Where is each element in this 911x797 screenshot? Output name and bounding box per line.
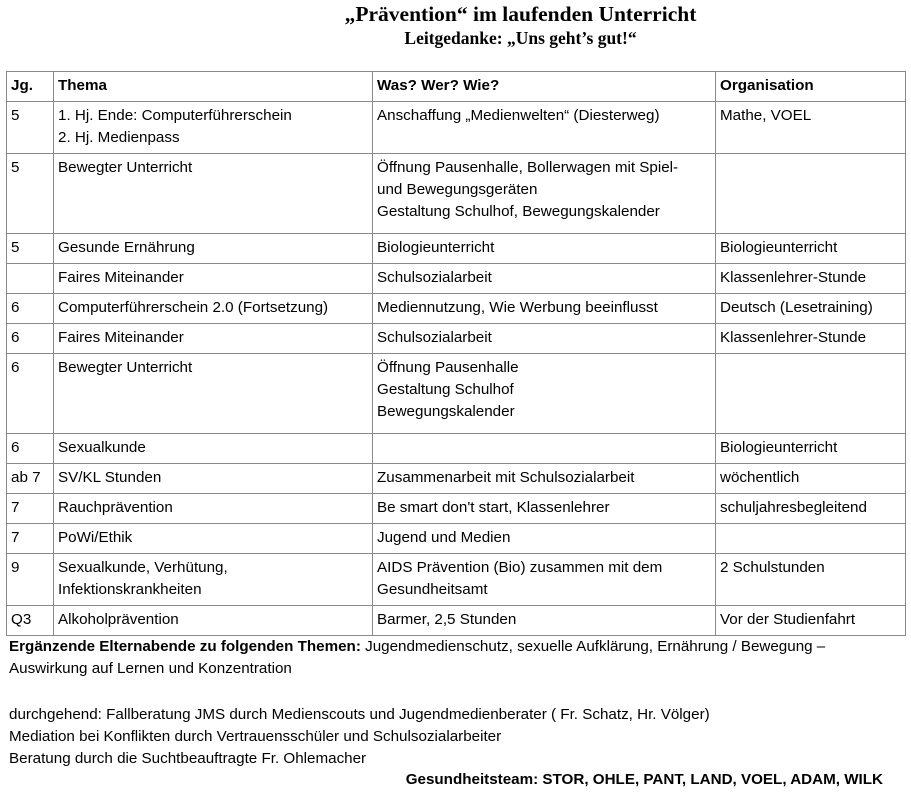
- cell-jg: 6: [7, 324, 54, 354]
- cell-thema-line: 1. Hj. Ende: Computerführerschein: [58, 107, 292, 124]
- cell-organisation-line: Biologieunterricht: [720, 439, 838, 456]
- elternabende-text: Jugendmedienschutz, sexuelle Aufklärung, Ernährung / Bewegung – Auswirkung auf Lernen und Konzentration: [9, 638, 826, 677]
- cell-organisation-line: Biologieunterricht: [720, 239, 838, 256]
- table-row: [7, 234, 906, 264]
- cell-was-wer-wie-line: Öffnung Pausenhalle, Bollerwagen mit Spiel-: [377, 159, 679, 176]
- cell-jg: 5: [7, 102, 54, 154]
- cell-was-wer-wie-line: Gesundheitsamt: [377, 581, 488, 598]
- cell-jg: 9: [7, 554, 54, 606]
- cell-was-wer-wie: [373, 464, 716, 494]
- cell-jg: 6: [7, 294, 54, 324]
- prevention-table: [6, 71, 906, 636]
- cell-organisation: [716, 102, 906, 154]
- cell-was-wer-wie-line: Barmer, 2,5 Stunden: [377, 611, 517, 628]
- cell-thema: [54, 606, 373, 636]
- cell-thema-line: Bewegter Unterricht: [58, 159, 193, 176]
- cell-thema: [54, 102, 373, 154]
- elternabende-paragraph: [9, 636, 899, 680]
- cell-thema-line: Computerführerschein 2.0 (Fortsetzung): [58, 299, 329, 316]
- page-title: „Prävention“ im laufenden Unterricht: [344, 2, 697, 26]
- cell-was-wer-wie-line: Schulsozialarbeit: [377, 329, 492, 346]
- cell-thema-line: SV/KL Stunden: [58, 469, 162, 486]
- cell-thema: [54, 524, 373, 554]
- cell-was-wer-wie-line: Bewegungskalender: [377, 403, 515, 420]
- cell-thema: [54, 154, 373, 234]
- additional-offers: [9, 704, 899, 770]
- table-row: [7, 324, 906, 354]
- table-row: [7, 554, 906, 606]
- cell-was-wer-wie: [373, 434, 716, 464]
- cell-was-wer-wie-line: AIDS Prävention (Bio) zusammen mit dem: [377, 559, 663, 576]
- suchtberatung-line: Beratung durch die Suchtbeauftragte Fr. Ohlemacher: [9, 750, 367, 767]
- cell-organisation-line: Vor der Studienfahrt: [720, 611, 856, 628]
- table-row: [7, 354, 906, 434]
- cell-was-wer-wie-line: Öffnung Pausenhalle: [377, 359, 519, 376]
- cell-organisation: [716, 524, 906, 554]
- cell-jg: Q3: [7, 606, 54, 636]
- cell-organisation-line: Klassenlehrer-Stunde: [720, 269, 867, 286]
- cell-was-wer-wie: [373, 324, 716, 354]
- cell-thema-line: Sexualkunde: [58, 439, 146, 456]
- cell-organisation-line: wöchentlich: [720, 469, 800, 486]
- cell-thema-line: 2. Hj. Medienpass: [58, 129, 180, 146]
- cell-was-wer-wie: [373, 524, 716, 554]
- table-row: [7, 294, 906, 324]
- elternabende-label: Ergänzende Elternabende zu folgenden Themen:: [9, 638, 361, 655]
- cell-jg: 7: [7, 494, 54, 524]
- cell-organisation: [716, 464, 906, 494]
- table-row: [7, 494, 906, 524]
- cell-was-wer-wie-line: Anschaffung „Medienwelten“ (Diesterweg): [377, 107, 660, 124]
- cell-jg: 6: [7, 354, 54, 434]
- cell-thema-line: Alkoholprävention: [58, 611, 179, 628]
- cell-thema: [54, 294, 373, 324]
- header-jg: Jg.: [7, 72, 54, 102]
- header-was-wer-wie: Was? Wer? Wie?: [373, 72, 716, 102]
- table-row: [7, 102, 906, 154]
- cell-organisation-line: Deutsch (Lesetraining): [720, 299, 873, 316]
- header-organisation: Organisation: [716, 72, 906, 102]
- cell-thema: [54, 264, 373, 294]
- cell-thema-line: Gesunde Ernährung: [58, 239, 195, 256]
- cell-organisation-line: Mathe, VOEL: [720, 107, 812, 124]
- cell-organisation: [716, 154, 906, 234]
- cell-was-wer-wie: [373, 264, 716, 294]
- cell-was-wer-wie-line: Gestaltung Schulhof, Bewegungskalender: [377, 203, 660, 220]
- table-row: [7, 264, 906, 294]
- cell-organisation: [716, 294, 906, 324]
- cell-thema: [54, 434, 373, 464]
- cell-thema-line: PoWi/Ethik: [58, 529, 133, 546]
- cell-thema-line: Faires Miteinander: [58, 269, 184, 286]
- cell-was-wer-wie: [373, 554, 716, 606]
- cell-was-wer-wie: [373, 494, 716, 524]
- cell-was-wer-wie-line: Zusammenarbeit mit Schulsozialarbeit: [377, 469, 635, 486]
- cell-organisation-line: 2 Schulstunden: [720, 559, 825, 576]
- mediation-line: Mediation bei Konflikten durch Vertrauensschüler und Schulsozialarbeiter: [9, 728, 502, 745]
- cell-jg: 7: [7, 524, 54, 554]
- cell-thema-line: Infektionskrankheiten: [58, 581, 202, 598]
- cell-was-wer-wie: [373, 234, 716, 264]
- cell-thema: [54, 554, 373, 606]
- cell-thema: [54, 494, 373, 524]
- cell-was-wer-wie-line: Mediennutzung, Wie Werbung beeinflusst: [377, 299, 658, 316]
- cell-was-wer-wie-line: Be smart don't start, Klassenlehrer: [377, 499, 610, 516]
- cell-thema-line: Faires Miteinander: [58, 329, 184, 346]
- cell-was-wer-wie: [373, 294, 716, 324]
- cell-organisation: [716, 554, 906, 606]
- cell-organisation: [716, 494, 906, 524]
- table-body: [7, 102, 906, 636]
- cell-jg: ab 7: [7, 464, 54, 494]
- cell-was-wer-wie: [373, 102, 716, 154]
- cell-organisation-line: Klassenlehrer-Stunde: [720, 329, 867, 346]
- table-row: [7, 434, 906, 464]
- cell-organisation: [716, 264, 906, 294]
- cell-was-wer-wie: [373, 606, 716, 636]
- cell-jg: 6: [7, 434, 54, 464]
- cell-thema: [54, 324, 373, 354]
- cell-thema: [54, 234, 373, 264]
- cell-was-wer-wie-line: Schulsozialarbeit: [377, 269, 492, 286]
- table-row: [7, 606, 906, 636]
- header-thema: Thema: [54, 72, 373, 102]
- cell-was-wer-wie: [373, 354, 716, 434]
- cell-thema-line: Bewegter Unterricht: [58, 359, 193, 376]
- cell-organisation: [716, 324, 906, 354]
- cell-was-wer-wie-line: Gestaltung Schulhof: [377, 381, 514, 398]
- cell-jg: [7, 264, 54, 294]
- cell-organisation: [716, 234, 906, 264]
- table-header-row: [7, 72, 906, 102]
- cell-was-wer-wie-line: und Bewegungsgeräten: [377, 181, 538, 198]
- cell-jg: 5: [7, 234, 54, 264]
- table-row: [7, 464, 906, 494]
- table-row: [7, 154, 906, 234]
- cell-thema-line: Rauchprävention: [58, 499, 173, 516]
- fallberatung-line: durchgehend: Fallberatung JMS durch Medienscouts und Jugendmedienberater ( Fr. Schatz, Hr. Völger): [9, 706, 710, 723]
- cell-was-wer-wie-line: Biologieunterricht: [377, 239, 495, 256]
- table-row: [7, 524, 906, 554]
- cell-organisation: [716, 606, 906, 636]
- page-subtitle: Leitgedanke: „Uns geht’s gut!“: [404, 28, 637, 48]
- gesundheitsteam-line: Gesundheitsteam: STOR, OHLE, PANT, LAND, VOEL, ADAM, WILK: [405, 771, 883, 788]
- cell-thema: [54, 464, 373, 494]
- cell-thema: [54, 354, 373, 434]
- cell-organisation: [716, 434, 906, 464]
- cell-was-wer-wie: [373, 154, 716, 234]
- cell-was-wer-wie-line: Jugend und Medien: [377, 529, 511, 546]
- cell-organisation-line: schuljahresbegleitend: [720, 499, 867, 516]
- cell-jg: 5: [7, 154, 54, 234]
- cell-organisation: [716, 354, 906, 434]
- cell-thema-line: Sexualkunde, Verhütung,: [58, 559, 228, 576]
